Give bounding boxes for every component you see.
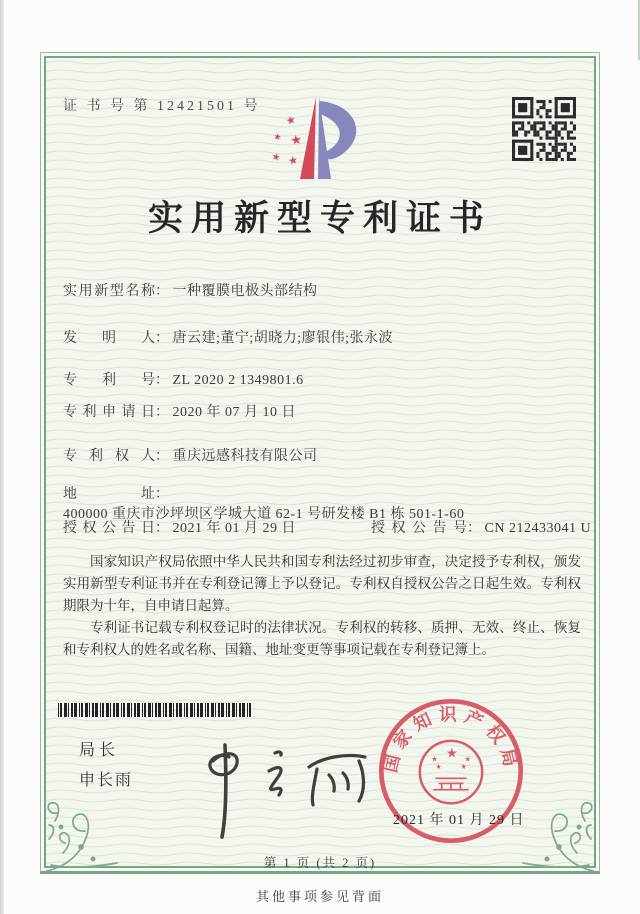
qr-module	[555, 158, 558, 161]
barcode-bar	[205, 703, 206, 717]
field-colon: ：	[155, 284, 169, 299]
qr-module	[558, 155, 561, 158]
qr-module	[561, 127, 564, 130]
field-colon: ：	[155, 373, 169, 388]
qr-module	[573, 127, 576, 130]
logo-stars	[270, 113, 311, 174]
barcode-bar	[58, 703, 59, 717]
qr-module	[512, 121, 515, 124]
barcode-bar	[184, 703, 185, 717]
qr-module	[542, 103, 545, 106]
star-icon: ★	[435, 761, 442, 771]
ornament-dot	[79, 845, 83, 849]
barcode-bar	[127, 703, 130, 717]
legal-paragraph-1: 国家知识产权局依照中华人民共和国专利法经过初步审查，决定授予专利权，颁发实用新型专利证书并在专利登记簿上予以登记。专利权自授权公告之日起生效。专利权期限为十年，自申请日起算。	[63, 554, 581, 613]
barcode-bar	[218, 703, 220, 717]
qr-module	[555, 143, 558, 146]
qr-module	[555, 155, 558, 158]
field-row-patent-number	[63, 371, 573, 391]
cnipa-logo	[269, 93, 369, 185]
qr-module	[530, 97, 533, 118]
qr-module	[549, 121, 552, 124]
field-row-patentee	[63, 447, 573, 467]
gate-line	[442, 783, 461, 789]
field-grant-number	[371, 519, 591, 539]
barcode-bar	[211, 703, 214, 717]
field-row-name	[63, 282, 573, 302]
qr-module	[524, 134, 527, 137]
barcode-bar	[116, 703, 119, 717]
signature-stroke	[312, 769, 317, 805]
qr-module	[530, 140, 533, 161]
qr-module	[573, 146, 576, 149]
qr-module	[518, 146, 527, 155]
field-value: CN 212433041 U	[484, 521, 592, 536]
field-colon: ：	[155, 449, 169, 464]
field-label: 发明人	[63, 331, 155, 346]
qr-module	[546, 155, 549, 158]
qr-module	[542, 127, 545, 130]
qr-module	[555, 124, 558, 127]
field-label: 地址	[63, 487, 155, 502]
qr-module	[533, 124, 536, 127]
national-emblem	[420, 741, 482, 803]
field-row-inventors	[63, 329, 573, 349]
barcode-bar	[60, 703, 62, 717]
barcode-bar	[155, 703, 157, 717]
legal-paragraph-2: 专利证书记载专利权登记时的法律状况。专利权的转移、质押、无效、终止、恢复和专利权人的姓名或名称、国籍、地址变更等事项记载在专利登记簿上。	[63, 620, 581, 657]
qr-module	[527, 131, 530, 134]
field-colon: ：	[155, 405, 169, 420]
qr-module	[536, 131, 539, 134]
director-name: 申长雨	[79, 772, 134, 789]
qr-module	[518, 121, 521, 124]
seal-arc-text: 国家知识产权局	[380, 704, 522, 775]
qr-module	[570, 143, 573, 146]
field-row-filing-date	[63, 403, 573, 423]
qr-module	[546, 137, 549, 140]
qr-module	[555, 121, 558, 124]
page-number: 第 1 页 (共 2 页)	[263, 856, 377, 870]
barcode-bar	[176, 703, 178, 717]
qr-module	[555, 149, 558, 152]
barcode-bar	[113, 703, 115, 717]
barcode-bar	[131, 703, 132, 717]
qr-module	[552, 127, 555, 130]
qr-module	[512, 97, 533, 100]
qr-module	[567, 155, 570, 158]
signature-stroke	[210, 754, 237, 775]
signature-stroke	[309, 755, 365, 767]
qr-module	[539, 115, 542, 118]
signature-stroke	[269, 768, 281, 795]
ornament-dot	[557, 845, 561, 849]
barcode-bar	[148, 703, 151, 717]
ornament-dot	[577, 825, 580, 828]
qr-module	[521, 127, 524, 130]
barcode	[58, 703, 254, 717]
qr-module	[567, 152, 570, 155]
ornament-curl	[587, 825, 592, 839]
qr-module	[536, 112, 539, 115]
seal-date: 2021 年 01 月 29 日	[393, 813, 525, 828]
qr-module	[542, 121, 545, 124]
field-value: 一种覆膜电极头部结构	[172, 284, 318, 299]
ornament-curl	[48, 803, 58, 821]
star-icon: ★	[431, 754, 438, 764]
qr-module	[512, 115, 533, 118]
field-colon: ：	[155, 487, 169, 502]
qr-module	[515, 134, 518, 137]
barcode-bar	[85, 703, 88, 717]
qr-module	[536, 152, 539, 155]
qr-module	[549, 100, 552, 103]
barcode-bar	[200, 703, 203, 717]
qr-module	[512, 140, 533, 143]
qr-module	[552, 124, 555, 127]
star-icon: ★	[302, 164, 312, 174]
signature-stroke	[343, 773, 348, 789]
qr-module	[561, 103, 570, 112]
qr-module	[561, 149, 564, 152]
qr-module	[542, 100, 545, 103]
qr-module	[512, 158, 533, 161]
star-icon: ★	[464, 754, 472, 764]
qr-module	[555, 97, 576, 100]
certificate-title: 实用新型专利证书	[147, 199, 492, 238]
qr-module	[552, 137, 555, 140]
qr-module	[570, 158, 573, 161]
barcode-bar	[163, 703, 164, 717]
barcode-bar	[226, 703, 227, 717]
ornament-curl	[49, 825, 54, 839]
qr-module	[555, 152, 558, 155]
barcode-bar	[165, 703, 167, 717]
barcode-bar	[89, 703, 90, 717]
barcode-bar	[142, 703, 143, 717]
qr-module	[539, 127, 542, 130]
qr-module	[536, 100, 539, 103]
barcode-bar	[134, 703, 136, 717]
qr-module	[561, 158, 564, 161]
star-icon: ★	[289, 132, 304, 149]
qr-module	[533, 131, 536, 134]
qr-module	[561, 137, 564, 140]
field-colon: ：	[467, 521, 481, 536]
field-value: ZL 2020 2 1349801.6	[172, 373, 304, 388]
field-label: 授权公告日	[63, 521, 155, 536]
qr-module	[536, 155, 539, 158]
barcode-bar	[68, 703, 69, 717]
signature-stroke	[275, 752, 281, 755]
ornament-dot	[59, 825, 62, 828]
emblem-gate	[433, 778, 468, 789]
emblem-stars	[431, 745, 471, 770]
legal-text	[63, 551, 581, 661]
qr-module	[573, 97, 576, 118]
qr-module	[564, 121, 567, 124]
barcode-bar	[197, 703, 199, 717]
back-note: 其他事项参见背面	[255, 889, 384, 904]
qr-module	[524, 131, 527, 134]
barcode-bar	[173, 703, 174, 717]
qr-module	[555, 134, 558, 137]
qr-module	[555, 140, 558, 143]
qr-module	[549, 158, 552, 161]
field-value: 2020 年 07 月 10 日	[172, 405, 296, 420]
qr-module	[555, 146, 558, 149]
barcode-bar	[242, 703, 245, 717]
qr-module	[558, 152, 561, 155]
qr-module	[555, 131, 558, 134]
qr-module	[515, 121, 518, 124]
qr-module	[527, 121, 530, 124]
barcode-bar	[144, 703, 146, 717]
qr-module	[542, 149, 545, 152]
qr-module	[555, 115, 576, 118]
barcode-bar	[81, 703, 83, 717]
barcode-bar	[71, 703, 73, 717]
qr-module	[546, 131, 549, 134]
qr-module	[570, 137, 573, 140]
qr-module	[542, 143, 545, 146]
qr-module	[533, 121, 536, 124]
barcode-bar	[137, 703, 140, 717]
qr-module	[573, 149, 576, 152]
signature-stroke	[222, 745, 226, 837]
qr-module	[564, 124, 567, 127]
qr-module	[549, 115, 552, 118]
barcode-bar	[92, 703, 94, 717]
qr-module	[573, 158, 576, 161]
field-value: 2021 年 01 月 29 日	[172, 521, 296, 536]
ornament-curl	[571, 833, 581, 853]
barcode-bar	[95, 703, 98, 717]
star-icon: ★	[284, 112, 298, 128]
qr-module	[567, 137, 570, 140]
star-icon: ★	[270, 151, 282, 165]
barcode-bar	[239, 703, 241, 717]
qr-module	[546, 115, 549, 118]
barcode-bar	[215, 703, 216, 717]
barcode-bar	[228, 703, 230, 717]
qr-module	[542, 106, 545, 109]
barcode-bar	[190, 703, 193, 717]
field-label: 实用新型名称	[63, 284, 155, 299]
certificate-frame	[40, 52, 600, 874]
qr-module	[518, 103, 527, 112]
qr-module	[558, 134, 561, 137]
qr-module	[549, 143, 552, 146]
qr-module	[549, 131, 552, 134]
signature	[171, 719, 376, 854]
qr-module	[564, 149, 567, 152]
ornament-curl	[60, 833, 70, 853]
field-label: 专利权人	[63, 449, 155, 464]
qr-module	[515, 131, 518, 134]
qr-module	[512, 134, 515, 137]
field-value: 唐云建;董宁;胡晓力;廖银伟;张永波	[172, 331, 394, 346]
signature-stroke	[329, 775, 334, 791]
barcode-bar	[179, 703, 182, 717]
qr-module	[546, 158, 549, 161]
qr-module	[561, 143, 564, 146]
ornament-curl	[582, 803, 592, 821]
barcode-bar	[110, 703, 111, 717]
qr-module	[546, 152, 549, 155]
qr-module	[555, 127, 558, 130]
barcode-bar	[79, 703, 80, 717]
field-label: 专利申请日	[63, 405, 155, 420]
qr-module	[552, 146, 555, 149]
qr-module	[555, 137, 558, 140]
barcode-bar	[236, 703, 237, 717]
qr-module	[530, 124, 533, 127]
qr-module	[533, 134, 536, 137]
qr-module	[567, 158, 570, 161]
barcode-bar	[194, 703, 195, 717]
barcode-bar	[102, 703, 104, 717]
qr-module	[539, 158, 542, 161]
qr-module	[564, 143, 567, 146]
qr-module	[512, 97, 515, 118]
qr-code	[512, 97, 576, 161]
field-colon: ：	[155, 331, 169, 346]
qr-module	[539, 100, 542, 103]
barcode-bar	[249, 703, 251, 717]
qr-module	[567, 131, 570, 134]
qr-module	[573, 137, 576, 140]
qr-module	[512, 127, 515, 130]
field-row-grant	[63, 519, 592, 539]
qr-module	[536, 121, 539, 124]
barcode-bar	[221, 703, 224, 717]
barcode-bar	[123, 703, 125, 717]
qr-module	[536, 134, 539, 137]
qr-module	[549, 137, 552, 140]
qr-module	[542, 124, 545, 127]
qr-module	[570, 121, 573, 124]
qr-module	[546, 134, 549, 137]
field-label: 专利号	[63, 373, 155, 388]
qr-module	[512, 131, 515, 134]
qr-module	[542, 146, 545, 149]
field-value: 重庆远感科技有限公司	[172, 449, 318, 464]
qr-module	[536, 143, 539, 146]
qr-module	[512, 140, 515, 161]
signature-stroke	[359, 761, 364, 801]
qr-module	[512, 124, 515, 127]
barcode-bar	[74, 703, 77, 717]
qr-module	[558, 121, 561, 124]
star-icon: ★	[272, 132, 283, 144]
barcode-bar	[169, 703, 172, 717]
barcode-bar	[100, 703, 101, 717]
star-icon: ★	[445, 745, 458, 762]
star-icon: ★	[460, 761, 467, 771]
field-colon: ：	[155, 521, 169, 536]
qr-module	[561, 121, 564, 124]
field-label: 授权公告号	[371, 521, 467, 536]
qr-module	[536, 109, 539, 112]
barcode-bar	[232, 703, 235, 717]
qr-module	[549, 109, 552, 112]
qr-module	[539, 143, 542, 146]
director-title: 局长	[79, 742, 120, 759]
qr-module	[533, 127, 536, 130]
qr-module	[521, 124, 524, 127]
scan-left-edge	[0, 0, 4, 914]
qr-module	[539, 106, 542, 109]
qr-module	[552, 149, 555, 152]
barcode-bar	[247, 703, 248, 717]
barcode-bar	[207, 703, 209, 717]
qr-module	[539, 149, 542, 152]
barcode-bar	[64, 703, 67, 717]
qr-module	[570, 152, 573, 155]
qr-module	[567, 134, 570, 137]
qr-module	[539, 137, 542, 140]
barcode-bar	[186, 703, 188, 717]
certificate-number: 证 书 号 第 12421501 号	[63, 99, 261, 114]
qr-module	[573, 124, 576, 127]
qr-module	[564, 146, 567, 149]
qr-module	[555, 97, 558, 118]
qr-module	[518, 127, 521, 130]
qr-module	[549, 152, 552, 155]
qr-module	[558, 143, 561, 146]
qr-module	[546, 109, 549, 112]
qr-module	[558, 131, 561, 134]
star-icon: ★	[286, 153, 300, 168]
qr-module	[564, 127, 567, 130]
qr-module	[552, 158, 555, 161]
barcode-bar	[121, 703, 122, 717]
qr-module	[570, 131, 573, 134]
qr-module	[530, 127, 533, 130]
barcode-bar	[152, 703, 153, 717]
qr-module	[546, 112, 549, 115]
barcode-bar	[106, 703, 109, 717]
field-value: 400000 重庆市沙坪坝区学城大道 62-1 号研发楼 B1 栋 501-1-60	[63, 507, 465, 522]
qr-module	[539, 121, 542, 124]
qr-module	[521, 121, 524, 124]
barcode-bar	[158, 703, 161, 717]
